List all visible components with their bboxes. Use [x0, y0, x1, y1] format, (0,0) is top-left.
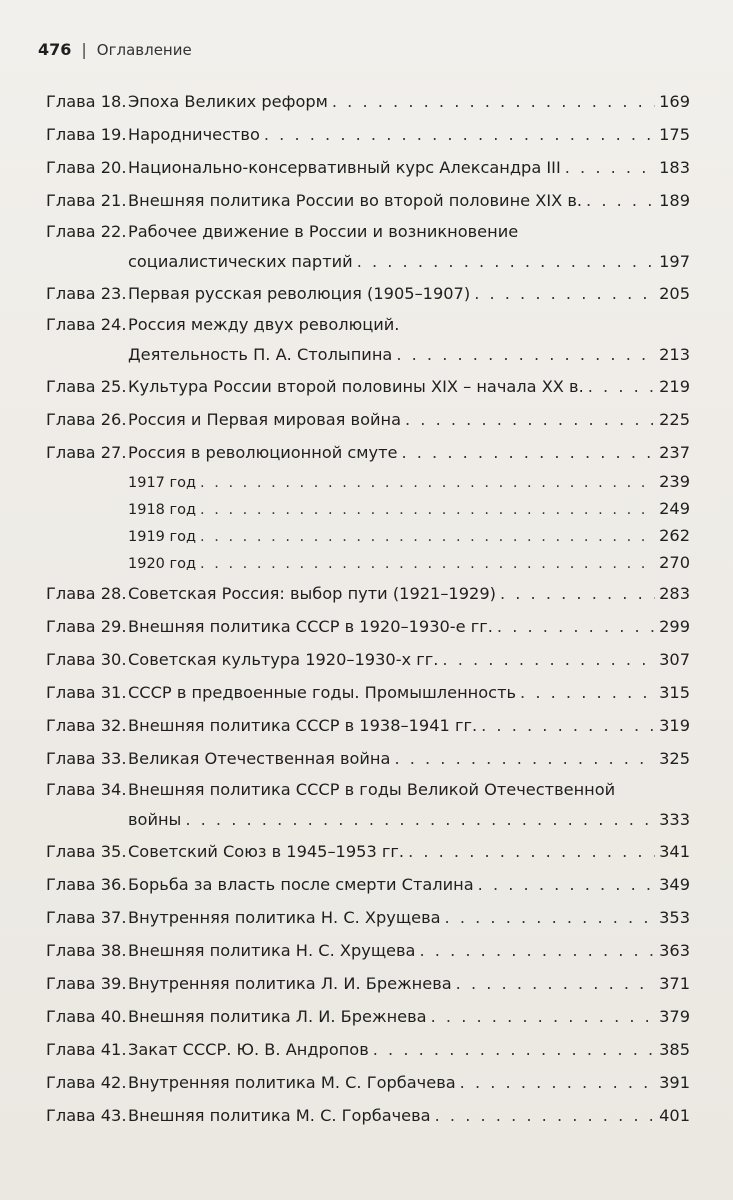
- chapter-body: [128, 967, 690, 1000]
- chapter-label: Глава 32.: [46, 716, 127, 735]
- chapter-label: Глава 39.: [46, 974, 127, 993]
- toc-entry: [46, 676, 690, 709]
- toc-entry: [46, 310, 690, 370]
- toc-entry: [46, 577, 690, 610]
- chapter-title-line: [128, 1099, 690, 1132]
- chapter-title: Внешняя политика России во второй половине XIX в.: [128, 191, 583, 210]
- chapter-title-line: [128, 310, 690, 340]
- chapter-title: Внешняя политика Н. С. Хрущева: [128, 941, 416, 960]
- page-ref: 349: [659, 875, 690, 894]
- chapter-title: Культура России второй половины XIX – начала XX в.: [128, 377, 584, 396]
- toc-entry: [46, 934, 690, 967]
- chapter-title: Внешняя политика М. С. Горбачева: [128, 1106, 431, 1125]
- page-ref: 169: [659, 92, 690, 111]
- chapter-body: [128, 370, 690, 403]
- chapter-title: Внутренняя политика М. С. Горбачева: [128, 1073, 456, 1092]
- chapter-title-line: [128, 151, 690, 184]
- dot-leader: [200, 524, 655, 550]
- toc-entry: [46, 835, 690, 868]
- section-title: Оглавление: [96, 40, 192, 59]
- chapter-label: Глава 27.: [46, 443, 127, 462]
- chapter-title-line: [128, 184, 690, 217]
- running-header: [38, 40, 192, 59]
- chapter-title: Россия и Первая мировая война: [128, 410, 402, 429]
- page-ref: 270: [659, 553, 690, 572]
- dot-leader: [419, 934, 655, 967]
- chapter-body: [128, 1099, 690, 1132]
- chapter-body: [128, 643, 690, 676]
- chapter-title: Внешняя политика СССР в 1920–1930-е гг.: [128, 617, 493, 636]
- chapter-label: Глава 38.: [46, 941, 127, 960]
- chapter-title: Закат СССР. Ю. В. Андропов: [128, 1040, 369, 1059]
- dot-leader: [357, 247, 655, 277]
- chapter-body: [128, 310, 690, 370]
- page-ref: 262: [659, 526, 690, 545]
- chapter-label: Глава 19.: [46, 125, 127, 144]
- dot-leader: [185, 805, 655, 835]
- dot-leader: [520, 676, 655, 709]
- chapter-title: социалистических партий: [128, 252, 353, 271]
- chapter-body: [128, 742, 690, 775]
- dot-leader: [396, 340, 655, 370]
- dot-leader: [460, 1066, 655, 1099]
- chapter-body: [128, 1033, 690, 1066]
- toc-entry: [46, 643, 690, 676]
- dot-leader: [200, 497, 655, 523]
- chapter-body: [128, 277, 690, 310]
- toc-entry: [46, 868, 690, 901]
- chapter-title: Внутренняя политика Л. И. Брежнева: [128, 974, 452, 993]
- chapter-title: Национально-консервативный курс Александра III: [128, 158, 561, 177]
- toc-entry: [46, 610, 690, 643]
- toc-entry: [46, 151, 690, 184]
- chapter-label: Глава 36.: [46, 875, 127, 894]
- chapter-label: Глава 29.: [46, 617, 127, 636]
- dot-leader: [478, 868, 655, 901]
- toc-entry: [46, 775, 690, 835]
- page-ref: 189: [659, 191, 690, 210]
- toc-subentry: [46, 496, 690, 523]
- chapter-title: Первая русская революция (1905–1907): [128, 284, 471, 303]
- dot-leader: [565, 151, 655, 184]
- page-ref: 341: [659, 842, 690, 861]
- page-ref: 353: [659, 908, 690, 927]
- toc-entry: [46, 967, 690, 1000]
- chapter-label: Глава 28.: [46, 584, 127, 603]
- table-of-contents: [46, 85, 690, 1132]
- chapter-title: Россия в революционной смуте: [128, 443, 398, 462]
- chapter-label: Глава 30.: [46, 650, 127, 669]
- chapter-body: [128, 835, 690, 868]
- toc-entry: [46, 1066, 690, 1099]
- page-ref: 371: [659, 974, 690, 993]
- chapter-title: Великая Отечественная война: [128, 749, 391, 768]
- page-ref: 239: [659, 472, 690, 491]
- subentry-title: 1918 год: [128, 502, 197, 518]
- page-ref: 183: [659, 158, 690, 177]
- page-ref: 379: [659, 1007, 690, 1026]
- dot-leader: [332, 85, 655, 118]
- chapter-title: Советская культура 1920–1930-х гг.: [128, 650, 439, 669]
- chapter-title: Внешняя политика СССР в годы Великой Отечественной: [128, 780, 616, 799]
- dot-leader: [481, 709, 655, 742]
- chapter-title-line: [128, 709, 690, 742]
- chapter-body: [128, 1000, 690, 1033]
- chapter-title-line: [128, 610, 690, 643]
- chapter-label: Глава 41.: [46, 1040, 127, 1059]
- dot-leader: [500, 577, 655, 610]
- chapter-body: [128, 709, 690, 742]
- chapter-body: [128, 577, 690, 610]
- page-number: 476: [38, 40, 72, 59]
- toc-entry: [46, 277, 690, 310]
- chapter-title-line: [128, 805, 690, 835]
- chapter-title-line: [128, 370, 690, 403]
- chapter-body: [128, 901, 690, 934]
- chapter-title: Деятельность П. А. Столыпина: [128, 345, 393, 364]
- dot-leader: [200, 470, 655, 496]
- chapter-title: Эпоха Великих реформ: [128, 92, 328, 111]
- chapter-title-line: [128, 217, 690, 247]
- chapter-title-line: [128, 643, 690, 676]
- chapter-body: [128, 403, 690, 436]
- header-separator: |: [81, 40, 87, 59]
- toc-subentry: [46, 550, 690, 577]
- chapter-body: [128, 151, 690, 184]
- dot-leader: [401, 436, 655, 469]
- chapter-title: Внешняя политика Л. И. Брежнева: [128, 1007, 427, 1026]
- dot-leader: [373, 1033, 655, 1066]
- chapter-title-line: [128, 742, 690, 775]
- toc-subentry: [46, 469, 690, 496]
- toc-entry: [46, 217, 690, 277]
- page-ref: 225: [659, 410, 690, 429]
- chapter-body: [128, 1066, 690, 1099]
- chapter-label: Глава 23.: [46, 284, 127, 303]
- dot-leader: [497, 610, 655, 643]
- dot-leader: [474, 277, 655, 310]
- chapter-body: [128, 118, 690, 151]
- chapter-title-line: [128, 118, 690, 151]
- chapter-title: Россия между двух революций.: [128, 315, 400, 334]
- page-ref: 213: [659, 345, 690, 364]
- page-ref: 197: [659, 252, 690, 271]
- chapter-body: [128, 217, 690, 277]
- chapter-label: Глава 22.: [46, 222, 127, 241]
- chapter-title-line: [128, 577, 690, 610]
- chapter-label: Глава 18.: [46, 92, 127, 111]
- chapter-title: Народничество: [128, 125, 260, 144]
- subentry-title: 1917 год: [128, 475, 197, 491]
- chapter-body: [128, 610, 690, 643]
- dot-leader: [405, 403, 655, 436]
- toc-entry: [46, 403, 690, 436]
- chapter-title-line: [128, 835, 690, 868]
- chapter-body: [128, 184, 690, 217]
- toc-entry: [46, 85, 690, 118]
- chapter-body: [128, 934, 690, 967]
- chapter-title: Борьба за власть после смерти Сталина: [128, 875, 474, 894]
- chapter-label: Глава 43.: [46, 1106, 127, 1125]
- page-ref: 333: [659, 810, 690, 829]
- dot-leader: [408, 835, 655, 868]
- chapter-title: войны: [128, 810, 182, 829]
- page-ref: 299: [659, 617, 690, 636]
- page-ref: 175: [659, 125, 690, 144]
- chapter-label: Глава 26.: [46, 410, 127, 429]
- subentry-title: 1919 год: [128, 529, 197, 545]
- dot-leader: [264, 118, 655, 151]
- dot-leader: [435, 1099, 655, 1132]
- chapter-title-line: [128, 247, 690, 277]
- page-ref: 219: [659, 377, 690, 396]
- chapter-body: [128, 85, 690, 118]
- chapter-label: Глава 31.: [46, 683, 127, 702]
- chapter-title-line: [128, 340, 690, 370]
- page-ref: 391: [659, 1073, 690, 1092]
- toc-entry: [46, 118, 690, 151]
- page-ref: 315: [659, 683, 690, 702]
- dot-leader: [200, 551, 655, 577]
- page-ref: 307: [659, 650, 690, 669]
- chapter-title-line: [128, 934, 690, 967]
- chapter-title-line: [128, 901, 690, 934]
- subentry-title: 1920 год: [128, 556, 197, 572]
- chapter-title-line: [128, 436, 690, 469]
- chapter-label: Глава 40.: [46, 1007, 127, 1026]
- toc-subentry: [46, 523, 690, 550]
- dot-leader: [431, 1000, 655, 1033]
- chapter-label: Глава 20.: [46, 158, 127, 177]
- chapter-label: Глава 35.: [46, 842, 127, 861]
- page-ref: 237: [659, 443, 690, 462]
- page-ref: 249: [659, 499, 690, 518]
- toc-entry: [46, 742, 690, 775]
- chapter-label: Глава 34.: [46, 780, 127, 799]
- toc-entry: [46, 436, 690, 469]
- chapter-label: Глава 24.: [46, 315, 127, 334]
- dot-leader: [442, 643, 655, 676]
- dot-leader: [456, 967, 655, 1000]
- chapter-title-line: [128, 775, 690, 805]
- chapter-title-line: [128, 967, 690, 1000]
- chapter-title: Внешняя политика СССР в 1938–1941 гг.: [128, 716, 478, 735]
- chapter-title: Внутренняя политика Н. С. Хрущева: [128, 908, 441, 927]
- chapter-body: [128, 436, 690, 469]
- page-ref: 283: [659, 584, 690, 603]
- chapter-label: Глава 33.: [46, 749, 127, 768]
- chapter-title: Советская Россия: выбор пути (1921–1929): [128, 584, 496, 603]
- chapter-title: Советский Союз в 1945–1953 гг.: [128, 842, 405, 861]
- page-ref: 325: [659, 749, 690, 768]
- chapter-title-line: [128, 85, 690, 118]
- toc-entry: [46, 184, 690, 217]
- page-ref: 205: [659, 284, 690, 303]
- chapter-title-line: [128, 868, 690, 901]
- toc-entry: [46, 709, 690, 742]
- chapter-title-line: [128, 1033, 690, 1066]
- chapter-title-line: [128, 1066, 690, 1099]
- page-ref: 363: [659, 941, 690, 960]
- toc-entry: [46, 901, 690, 934]
- chapter-title-line: [128, 676, 690, 709]
- chapter-title: СССР в предвоенные годы. Промышленность: [128, 683, 517, 702]
- chapter-body: [128, 775, 690, 835]
- chapter-body: [128, 868, 690, 901]
- chapter-body: [128, 676, 690, 709]
- dot-leader: [586, 184, 655, 217]
- chapter-label: Глава 25.: [46, 377, 127, 396]
- chapter-title-line: [128, 277, 690, 310]
- chapter-label: Глава 42.: [46, 1073, 127, 1092]
- chapter-title: Рабочее движение в России и возникновение: [128, 222, 519, 241]
- chapter-title-line: [128, 403, 690, 436]
- toc-entry: [46, 1000, 690, 1033]
- toc-entry: [46, 1033, 690, 1066]
- dot-leader: [394, 742, 655, 775]
- chapter-label: Глава 37.: [46, 908, 127, 927]
- toc-entry: [46, 370, 690, 403]
- page-ref: 319: [659, 716, 690, 735]
- toc-entry: [46, 1099, 690, 1132]
- page-ref: 385: [659, 1040, 690, 1059]
- page-ref: 401: [659, 1106, 690, 1125]
- chapter-title-line: [128, 1000, 690, 1033]
- dot-leader: [445, 901, 656, 934]
- chapter-label: Глава 21.: [46, 191, 127, 210]
- dot-leader: [588, 370, 655, 403]
